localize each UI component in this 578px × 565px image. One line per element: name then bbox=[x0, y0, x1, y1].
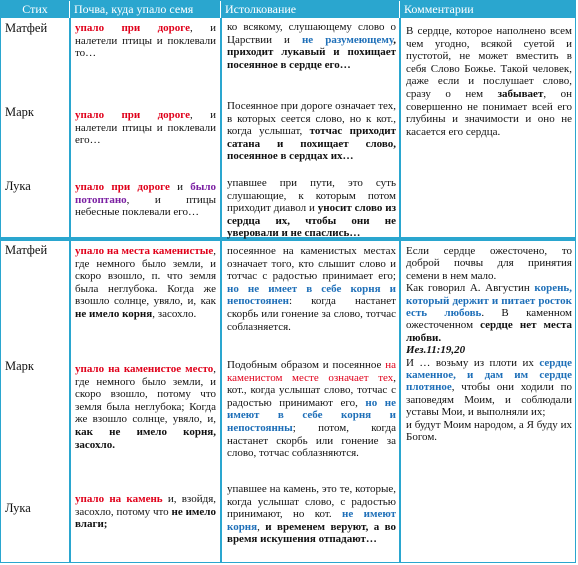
table-header bbox=[1, 1, 575, 18]
evangelist-luke: Лука bbox=[5, 179, 31, 193]
soil-luke-1: упало при дороге и было потоптано, и птицы небесные поклевали его… bbox=[75, 181, 216, 219]
header-comments: Комментарии bbox=[404, 2, 474, 16]
evangelist-luke: Лука bbox=[5, 501, 31, 515]
interp-luke-1: упавшее при пути, это суть слушающие, к которым потом приходит диавол и уносит слово из сердца их, чтобы они не уверовали и не спаслись… bbox=[227, 177, 396, 240]
evangelist-mark: Марк bbox=[5, 105, 34, 119]
soil-matthew-2: упало на места каменистые, где немного было земли, и скоро взошло, п. что земля была неглубока. Когда же взошло солнце, увяло, и, как не имело корня, засохло. bbox=[75, 245, 216, 320]
evangelist-matthew: Матфей bbox=[5, 21, 48, 35]
soil-matthew-1: упало при дороге, и налетели птицы и поклевали то… bbox=[75, 22, 216, 60]
col-divider bbox=[220, 18, 222, 562]
evangelist-matthew: Матфей bbox=[5, 243, 48, 257]
scripture-reference: Иез.11:19,20 bbox=[406, 344, 466, 357]
comment-paragraph: И … возьму из плоти их сердце каменное, и дам им сердце плотяное, чтобы они ходили по заповедям Моим, и соблюдали уставы Мои, и выполняли их; bbox=[406, 356, 572, 419]
header-verse: Стих bbox=[1, 1, 70, 18]
interp-matthew-2: посеянное на каменистых местах означает того, кто слышит слово и тотчас с радостью принимает его; но не имеет в себе корня и непостоянен: когда настанет скорбь или гонение за слово, тотчас соблазняется. bbox=[227, 245, 396, 333]
header-soil: Почва, куда упало семя bbox=[70, 1, 221, 18]
interp-mark-1: Посеянное при дороге означает тех, в которых сеется слово, но к кот., когда услышат, тотчас приходит сатана и похищает слово, посеянное в сердцах их… bbox=[227, 100, 396, 163]
evangelist-mark: Марк bbox=[5, 359, 34, 373]
comment-paragraph: Как говорил А. Августин корень, который держит и питает росток есть любовь. В каменном ожесточенном сердце нет места любви. bbox=[406, 282, 572, 344]
soil-mark-1: упало при дороге, и налетели птицы и поклевали его… bbox=[75, 109, 216, 147]
comment-paragraph: и будут Моим народом, а Я буду их Богом. bbox=[406, 418, 572, 444]
interp-mark-2: Подобным образом и посеянное на каменистом месте означает тех, кот., когда услышат слово, тотчас с радостью принимают его, но не имеют в себе корня и непостоянны; потом, когда настанет скорбь или гонение за слово, тотчас соблазняются. bbox=[227, 359, 396, 460]
header-interpretation: Истолкование bbox=[221, 1, 400, 18]
comment-1: В сердце, которое наполнено всем чем угодно, всякой суетой и пустотой, не может вместить в себя Слово Божье. Такой человек, даже если и послушает слово, сразу о нем забывает, он совершенно не понимает всей его глубины и значимости и оно не касается его сердца. bbox=[406, 25, 572, 138]
col-divider bbox=[399, 18, 401, 562]
comment-2 bbox=[406, 245, 572, 444]
interp-luke-2: упавшее на камень, это те, которые, когда услышат слово, с радостью принимают, но кот. не имеют корня, и временем веруют, а во время искушения отпадают… bbox=[227, 483, 396, 546]
soil-luke-2: упало на камень и, взойдя, засохло, потому что не имело влаги; bbox=[75, 493, 216, 531]
interp-matthew-1: ко всякому, слушающему слово о Царствии и не разумеющему, приходит лукавый и похищает посеянное в сердце его… bbox=[227, 21, 396, 71]
col-divider bbox=[69, 18, 71, 562]
comment-paragraph: Если сердце ожесточено, то доброй почвы для принятия семени в нем мало. bbox=[406, 245, 572, 282]
soil-mark-2: упало на каменистое место, где немного было земли, и скоро взошло, потому что земля была неглубока; Когда же взошло солнце, увяло, и, как не имело корня, засохло. bbox=[75, 363, 216, 451]
